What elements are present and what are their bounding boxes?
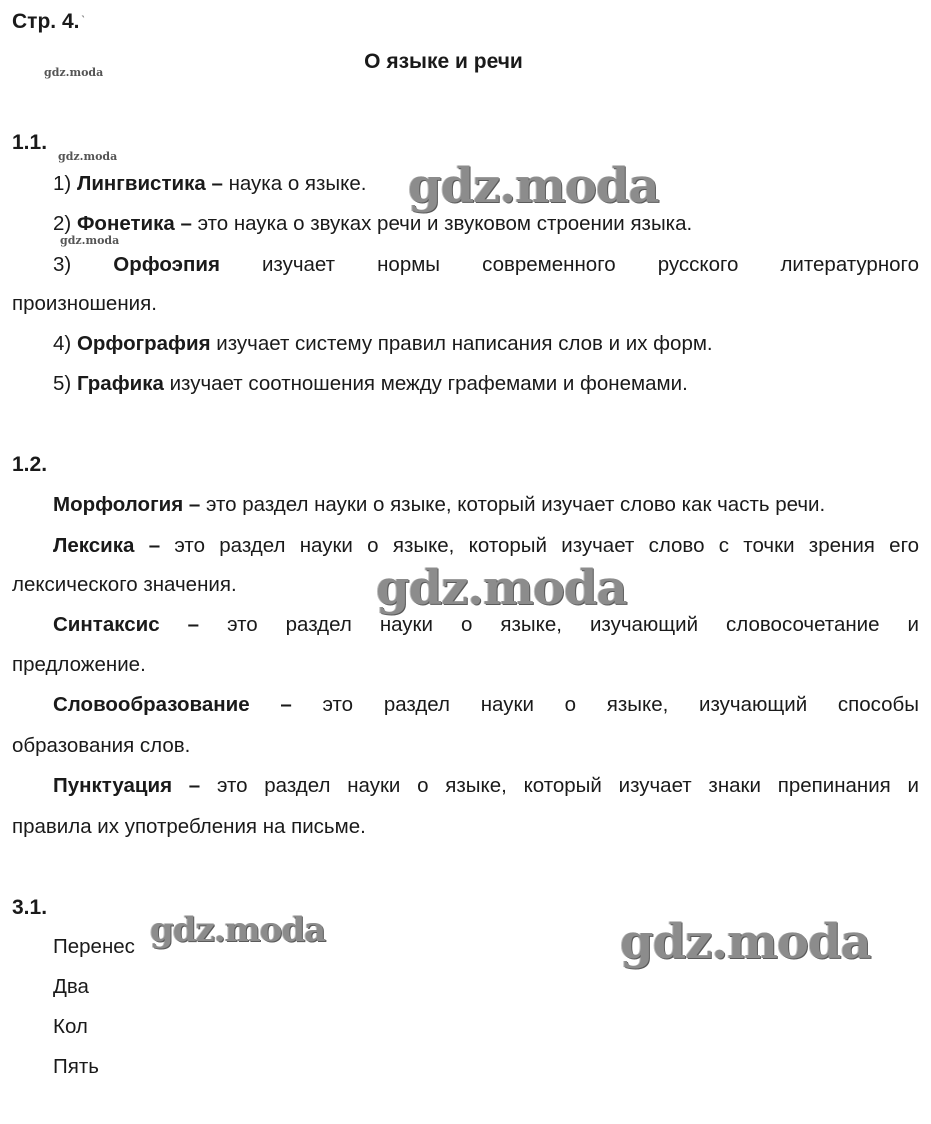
term: Пунктуация – (53, 774, 201, 797)
definition-line: Лексика – это раздел науки о языке, который изучает слово с точки зрения его (53, 534, 919, 557)
watermark-small: gdz.moda (60, 234, 120, 247)
word-item: Два (53, 975, 89, 998)
definition-continuation: предложение. (12, 653, 146, 676)
watermark-large: gdz.moda (620, 914, 871, 970)
page-title: О языке и речи (364, 50, 523, 73)
definition-continuation: произношения. (12, 292, 157, 315)
definition-line: Пунктуация – это раздел науки о языке, который изучает знаки препинания и (53, 774, 919, 797)
watermark-large: gdz.moda (376, 560, 627, 616)
definition-line: Синтаксис – это раздел науки о языке, изучающий словосочетание и (53, 613, 919, 636)
watermark-large: gdz.moda (408, 158, 659, 214)
definition-line: 3) Орфоэпия изучает нормы современного русского литературного (53, 253, 919, 276)
term: Синтаксис – (53, 613, 200, 636)
term: Графика (76, 372, 164, 395)
definition-line: 2) Фонетика – это наука о звуках речи и звуковом строении языка. (53, 212, 693, 235)
watermark-small: gdz.moda (44, 66, 104, 79)
definition-line: Морфология – это раздел науки о языке, который изучает слово как часть речи. (53, 493, 826, 516)
definition-line: 5) Графика изучает соотношения между графемами и фонемами. (53, 372, 688, 395)
word-item: Кол (53, 1015, 88, 1038)
word-item: Перенес (53, 935, 135, 958)
definition-line: 1) Лингвистика – наука о языке. (53, 172, 367, 195)
definition-continuation: лексического значения. (12, 573, 237, 596)
term: Лингвистика – (76, 172, 223, 195)
page-label: Стр. 4. (12, 10, 80, 33)
definition-line: 4) Орфография изучает систему правил написания слов и их форм. (53, 332, 713, 355)
watermark-small: gdz.moda (58, 150, 118, 163)
definition-continuation: правила их употребления на письме. (12, 815, 366, 838)
term: Лексика – (53, 534, 161, 557)
definition-line: Словообразование – это раздел науки о языке, изучающий способы (53, 693, 919, 716)
term: Морфология – (53, 493, 201, 516)
section-number: 1.1. (12, 131, 48, 154)
definition-continuation: образования слов. (12, 734, 191, 757)
section-number: 3.1. (12, 896, 48, 919)
term: Фонетика – (76, 212, 192, 235)
section-number: 1.2. (12, 453, 48, 476)
term: Орфоэпия (113, 253, 220, 276)
term: Словообразование – (53, 693, 292, 716)
watermark-large: gdz.moda (150, 910, 326, 950)
term: Орфография (76, 332, 211, 355)
word-item: Пять (53, 1055, 99, 1078)
